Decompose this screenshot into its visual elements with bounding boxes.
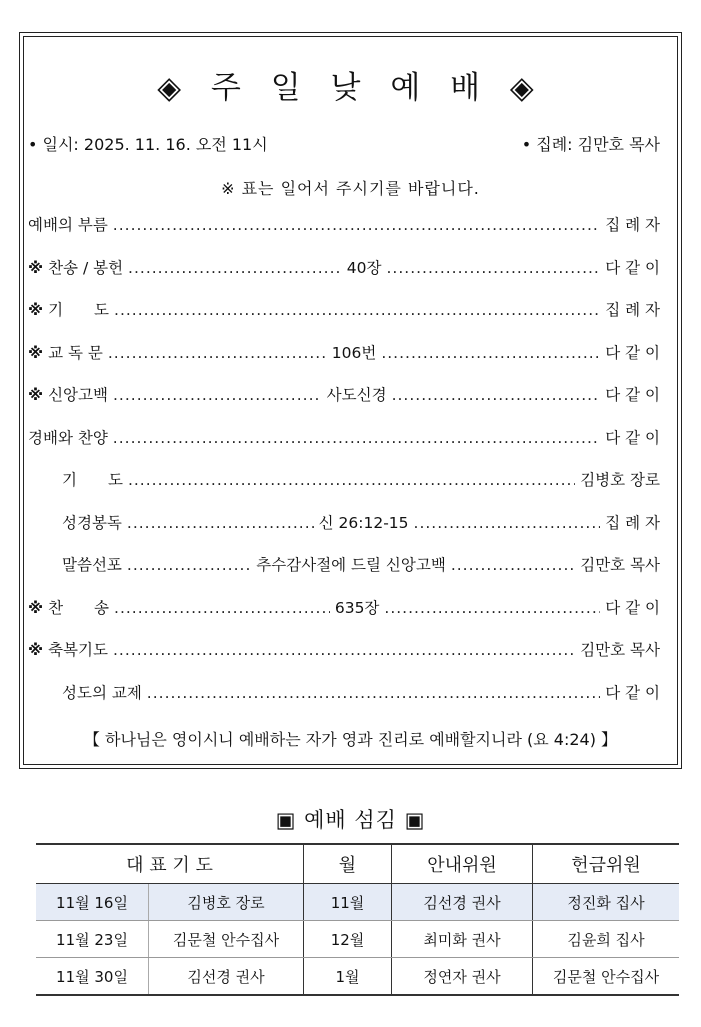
leader-dots <box>127 514 314 532</box>
order-item-label: 축복기도 <box>48 641 108 659</box>
order-item-detail: 635장 <box>334 598 380 617</box>
order-item-name <box>28 638 108 660</box>
order-item-name <box>28 298 109 320</box>
order-item <box>28 383 660 405</box>
header-prayer: 대 표 기 도 <box>36 844 304 884</box>
leader-dots <box>128 259 342 277</box>
order-item-person: 다 같 이 <box>605 683 660 702</box>
order-item <box>62 553 660 575</box>
order-item-name <box>28 383 108 405</box>
standing-mark: ※ <box>28 598 44 617</box>
table-row <box>36 958 679 996</box>
leader-dots <box>114 301 600 319</box>
cell-month: 1월 <box>304 958 392 996</box>
leader-dots <box>386 259 600 277</box>
cell-offering: 김문철 안수집사 <box>533 958 680 996</box>
order-item-name <box>62 553 122 575</box>
standing-mark: ※ <box>28 258 44 277</box>
standing-mark: ※ <box>28 386 44 404</box>
leader-dots <box>108 344 327 362</box>
leader-dots <box>392 386 601 404</box>
order-item-label: 성도의 교제 <box>62 683 142 702</box>
cell-usher: 김선경 권사 <box>392 884 533 921</box>
order-item-person: 집 례 자 <box>605 216 660 234</box>
order-item-person: 다 같 이 <box>605 343 661 362</box>
order-item-detail: 신 26:12-15 <box>318 513 409 532</box>
leader-dots <box>128 471 575 489</box>
duty-table-header <box>36 844 679 884</box>
leader-dots <box>113 429 600 447</box>
header-month: 월 <box>304 844 392 884</box>
order-item-person: 김만호 목사 <box>580 641 660 659</box>
cell-usher: 최미화 권사 <box>392 921 533 958</box>
cell-offering: 김윤희 집사 <box>533 921 680 958</box>
scripture-verse: 【 하나님은 영이시니 예배하는 자가 영과 진리로 예배할지니라 (요 4:24) 】 <box>83 730 618 749</box>
leader-dots <box>384 599 600 617</box>
order-item-name <box>28 213 108 235</box>
leader-dots <box>451 556 575 574</box>
order-item-label: 기 도 <box>62 471 123 489</box>
order-item <box>28 298 660 320</box>
leader-dots <box>113 386 322 404</box>
cell-date: 11월 16일 <box>36 884 149 921</box>
order-item-name <box>28 256 123 278</box>
cell-offering: 정진화 집사 <box>533 884 680 921</box>
order-item <box>28 256 660 278</box>
order-item-label: 교 독 문 <box>48 343 103 362</box>
leader-dots <box>381 344 600 362</box>
cell-prayer: 김문철 안수집사 <box>149 921 304 958</box>
header-usher: 안내위원 <box>392 844 533 884</box>
leader-dots <box>113 216 600 234</box>
leader-dots <box>114 599 330 617</box>
order-item-name <box>28 596 109 618</box>
order-item-name <box>62 468 123 490</box>
order-item-detail: 추수감사절에 드릴 신앙고백 <box>256 556 446 574</box>
order-item <box>28 596 660 618</box>
header-offering: 헌금위원 <box>533 844 680 884</box>
leader-dots <box>127 556 251 574</box>
cell-date: 11월 30일 <box>36 958 149 996</box>
cell-date: 11월 23일 <box>36 921 149 958</box>
order-item-label: 말씀선포 <box>62 556 122 574</box>
standing-mark: ※ <box>28 641 44 659</box>
order-item-label: 기 도 <box>48 301 110 319</box>
table-row <box>36 884 679 921</box>
order-item <box>28 426 660 448</box>
order-item-person: 집 례 자 <box>605 513 661 532</box>
order-item-label: 예배의 부름 <box>28 216 108 234</box>
standing-mark: ※ <box>28 301 44 319</box>
standing-mark: ※ <box>28 343 44 362</box>
order-item-person: 다 같 이 <box>605 258 660 277</box>
order-item-label: 성경봉독 <box>62 513 122 532</box>
service-leader: • 집례: 김만호 목사 <box>521 135 660 154</box>
leader-dots <box>414 514 601 532</box>
order-item <box>28 638 660 660</box>
order-item-label: 찬 송 <box>48 598 110 617</box>
page-title: ◈ 주 일 낮 예 배 ◈ <box>157 70 544 106</box>
order-item-name <box>28 341 103 363</box>
service-date: • 일시: 2025. 11. 16. 오전 11시 <box>28 135 268 154</box>
order-item-detail: 40장 <box>346 258 382 277</box>
order-item-detail: 사도신경 <box>326 386 387 404</box>
table-row <box>36 921 679 958</box>
leader-dots <box>113 641 575 659</box>
order-item-person: 다 같 이 <box>605 598 660 617</box>
order-item-label: 신앙고백 <box>48 386 108 404</box>
order-item <box>28 341 660 363</box>
order-item <box>62 468 660 490</box>
cell-usher: 정연자 권사 <box>392 958 533 996</box>
order-item <box>62 511 660 533</box>
cell-month: 12월 <box>304 921 392 958</box>
order-item-name <box>28 426 108 448</box>
order-item-person: 집 례 자 <box>605 301 660 319</box>
order-item-name <box>62 511 122 533</box>
order-item-person: 김병호 장로 <box>580 471 660 489</box>
order-item-label: 경배와 찬양 <box>28 428 108 447</box>
order-item-label: 찬송 / 봉헌 <box>48 258 124 277</box>
cell-month: 11월 <box>304 884 392 921</box>
order-item-person: 김만호 목사 <box>580 556 661 574</box>
standing-notice: ※ 표는 일어서 주시기를 바랍니다. <box>221 179 480 198</box>
order-item-name <box>62 681 142 703</box>
order-item <box>28 213 660 235</box>
cell-prayer: 김선경 권사 <box>149 958 304 996</box>
order-item-person: 다 같 이 <box>605 386 661 404</box>
order-item-person: 다 같 이 <box>605 428 660 447</box>
order-item-detail: 106번 <box>331 343 377 362</box>
order-item <box>62 681 660 703</box>
duty-section-title: ▣ 예배 섬김 ▣ <box>275 808 426 832</box>
cell-prayer: 김병호 장로 <box>149 884 304 921</box>
leader-dots <box>147 684 600 702</box>
duty-table <box>36 843 679 996</box>
